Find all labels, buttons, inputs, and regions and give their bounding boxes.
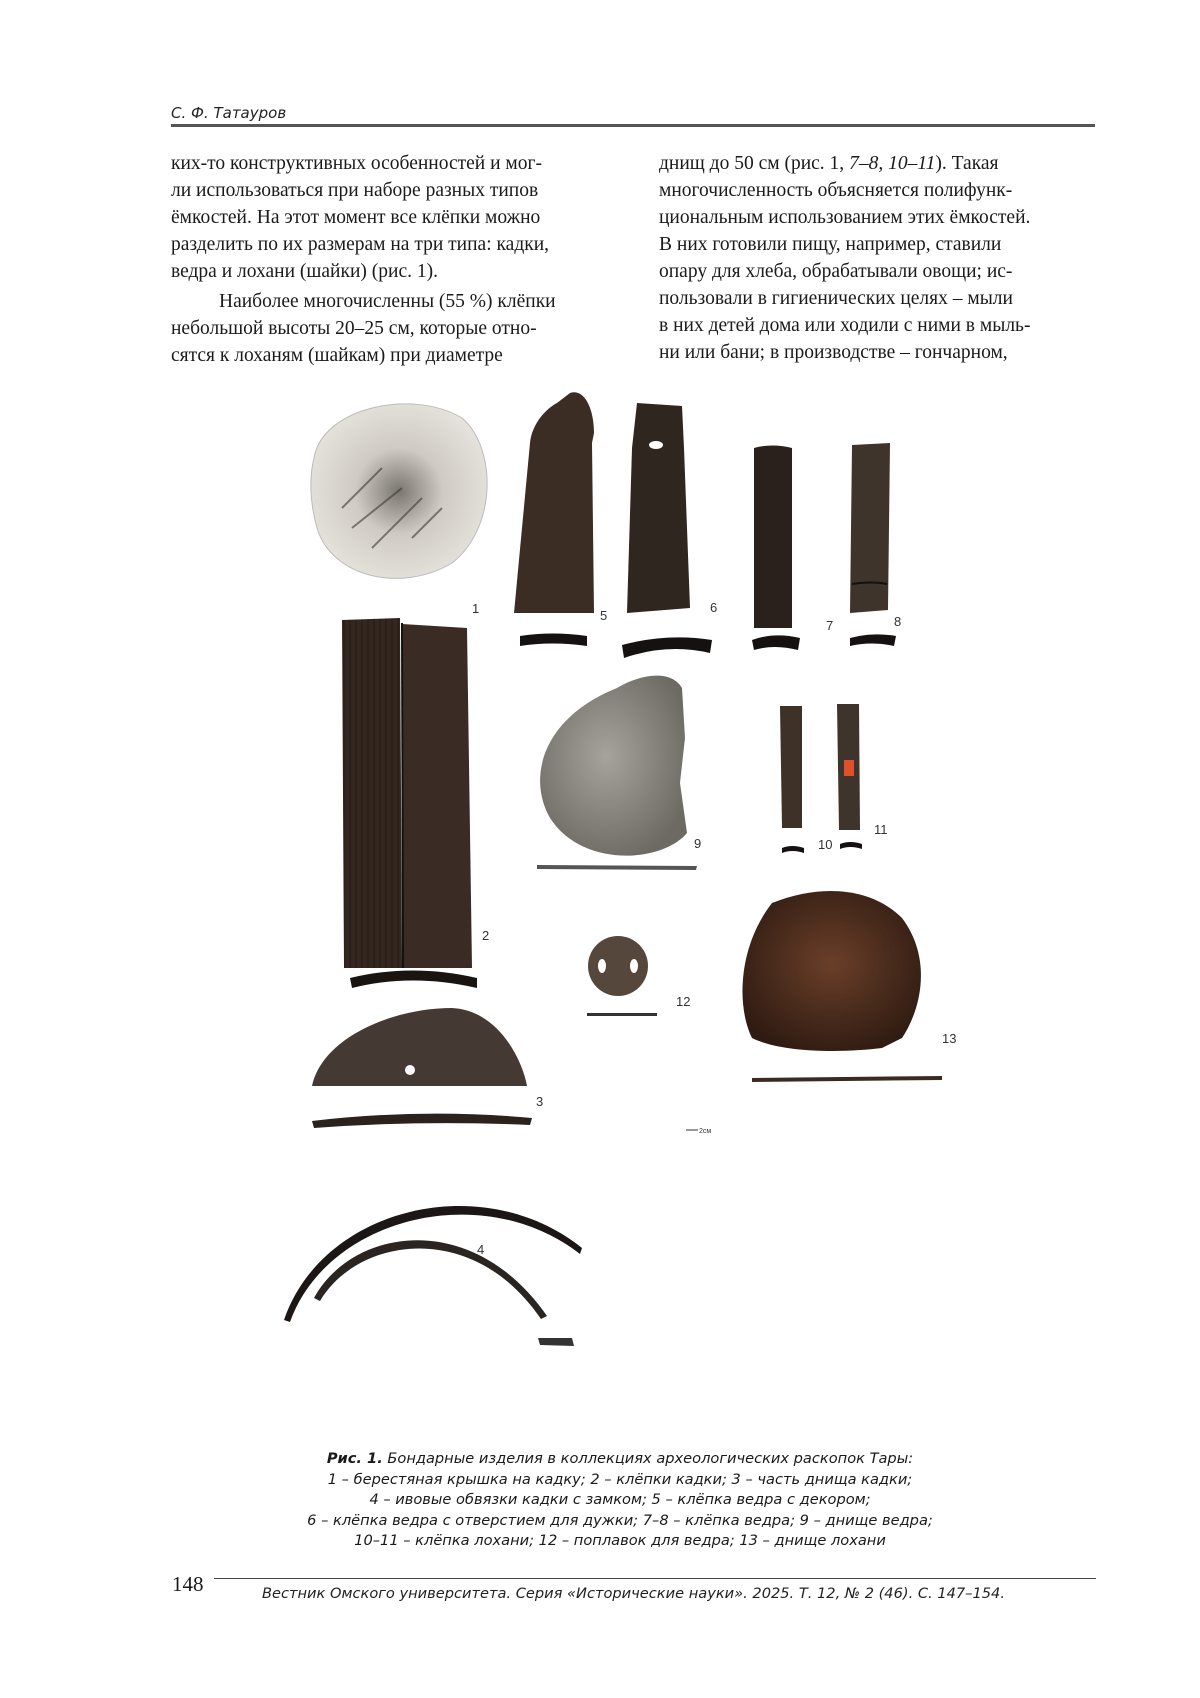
scale-label: 2см <box>699 1128 712 1135</box>
figure-number: 11 <box>874 822 888 837</box>
caption-title: Бондарные изделия в коллекциях археологических раскопок Тары: <box>387 1450 914 1467</box>
text-line: разделить по их размерам на три типа: кадки, <box>171 234 550 255</box>
paragraph <box>171 288 607 369</box>
artifact-8-bucket-stave <box>850 443 896 646</box>
text-line: В них готовили пищу, например, ставили <box>659 234 1002 255</box>
figure-artifacts <box>282 388 990 1432</box>
footer-rule <box>214 1578 1096 1579</box>
scale-bar <box>686 1128 711 1135</box>
artifact-12-bucket-float <box>587 936 657 1016</box>
figure-number: 3 <box>536 1094 544 1109</box>
text-fragment: ). Такая <box>935 153 999 174</box>
figure-caption <box>240 1449 1000 1552</box>
text-line: опару для хлеба, обрабатывали овощи; ис- <box>659 261 1013 282</box>
text-column-right <box>659 150 1095 366</box>
figure-number: 9 <box>694 836 702 851</box>
caption-figure-label: Рис. 1. <box>326 1450 383 1467</box>
text-line: ведра и лохани (шайки) (рис. 1). <box>171 261 438 282</box>
text-column-left <box>171 150 607 369</box>
text-line: небольшой высоты 20–25 см, которые отно- <box>171 318 537 339</box>
figure-reference: 10–11 <box>888 153 936 174</box>
red-mark-icon <box>844 760 854 776</box>
artifact-2-tub-staves <box>342 618 477 988</box>
text-line: Наиболее многочисленны (55 %) клёпки <box>219 291 556 312</box>
figure-number: 12 <box>676 994 691 1009</box>
hole-icon <box>598 959 606 973</box>
figure-number: 7 <box>826 618 834 633</box>
text-line: в них детей дома или ходили с ними в мыль- <box>659 315 1031 336</box>
text-line: циональным использованием этих ёмкостей. <box>659 207 1031 228</box>
figure-number: 5 <box>600 608 608 623</box>
artifact-5-stave-decor <box>514 392 594 646</box>
text-fragment: днищ до 50 см (рис. 1, <box>659 153 845 174</box>
caption-line: 4 – ивовые обвязки кадки с замком; 5 – клёпка ведра с декором; <box>369 1491 871 1508</box>
hole-icon <box>630 959 638 973</box>
text-line: ких-то конструктивных особенностей и мог- <box>171 153 543 174</box>
caption-line: 10–11 – клёпка лохани; 12 – поплавок для ведра; 13 – днище лохани <box>354 1532 886 1549</box>
artifact-9-bucket-bottom <box>537 676 697 870</box>
artifact-7-bucket-stave <box>752 446 800 651</box>
artifact-6-stave-hole <box>622 403 712 658</box>
figure-number: 8 <box>894 614 902 629</box>
text-line: сятся к лоханям (шайкам) при диаметре <box>171 345 503 366</box>
text-line: многочисленность объясняется полифунк- <box>659 180 1013 201</box>
caption-line: 1 – берестяная крышка на кадку; 2 – клёпки кадки; 3 – часть днища кадки; <box>327 1470 913 1488</box>
figure-number: 6 <box>710 600 718 615</box>
figure-number: 13 <box>942 1031 957 1046</box>
caption-line: 6 – клёпка ведра с отверстием для дужки; 7–8 – клёпка ведра; 9 – днище ведра; <box>307 1511 933 1529</box>
paragraph <box>659 150 1095 366</box>
text-line: ни или бани; в производстве – гончарном, <box>659 342 1008 363</box>
journal-citation: Вестник Омского университета. Серия «Исторические науки». 2025. Т. 12, № 2 (46). С. 147–154. <box>262 1585 1005 1602</box>
figure-reference: 7–8, <box>849 153 884 174</box>
artifact-3-tub-bottom-part <box>312 1008 532 1128</box>
artifact-4-willow-hoops <box>284 1206 582 1346</box>
artifact-11-tub-stave <box>837 704 862 849</box>
text-line: ёмкостей. На этот момент все клёпки можно <box>171 207 541 228</box>
figure-number: 10 <box>818 837 833 852</box>
caption-line <box>240 1449 1000 1470</box>
artifact-13-tub-bottom <box>742 891 942 1082</box>
page-number: 148 <box>172 1572 204 1596</box>
figure-number: 4 <box>477 1242 485 1257</box>
figure-number: 1 <box>472 601 480 616</box>
figure-number: 2 <box>482 928 490 943</box>
running-head-author: С. Ф. Татауров <box>171 104 287 122</box>
artifact-10-tub-stave <box>780 706 804 853</box>
hole-icon <box>649 441 663 449</box>
text-line: пользовали в гигиенических целях – мыли <box>659 288 1013 309</box>
text-line <box>659 153 999 174</box>
header-rule <box>171 124 1095 127</box>
figure-plate <box>282 388 990 1432</box>
artifact-1-birch-lid <box>311 404 487 578</box>
hole-icon <box>405 1065 415 1075</box>
paragraph-continuation <box>171 150 607 285</box>
text-line: ли использоваться при наборе разных типов <box>171 180 539 201</box>
